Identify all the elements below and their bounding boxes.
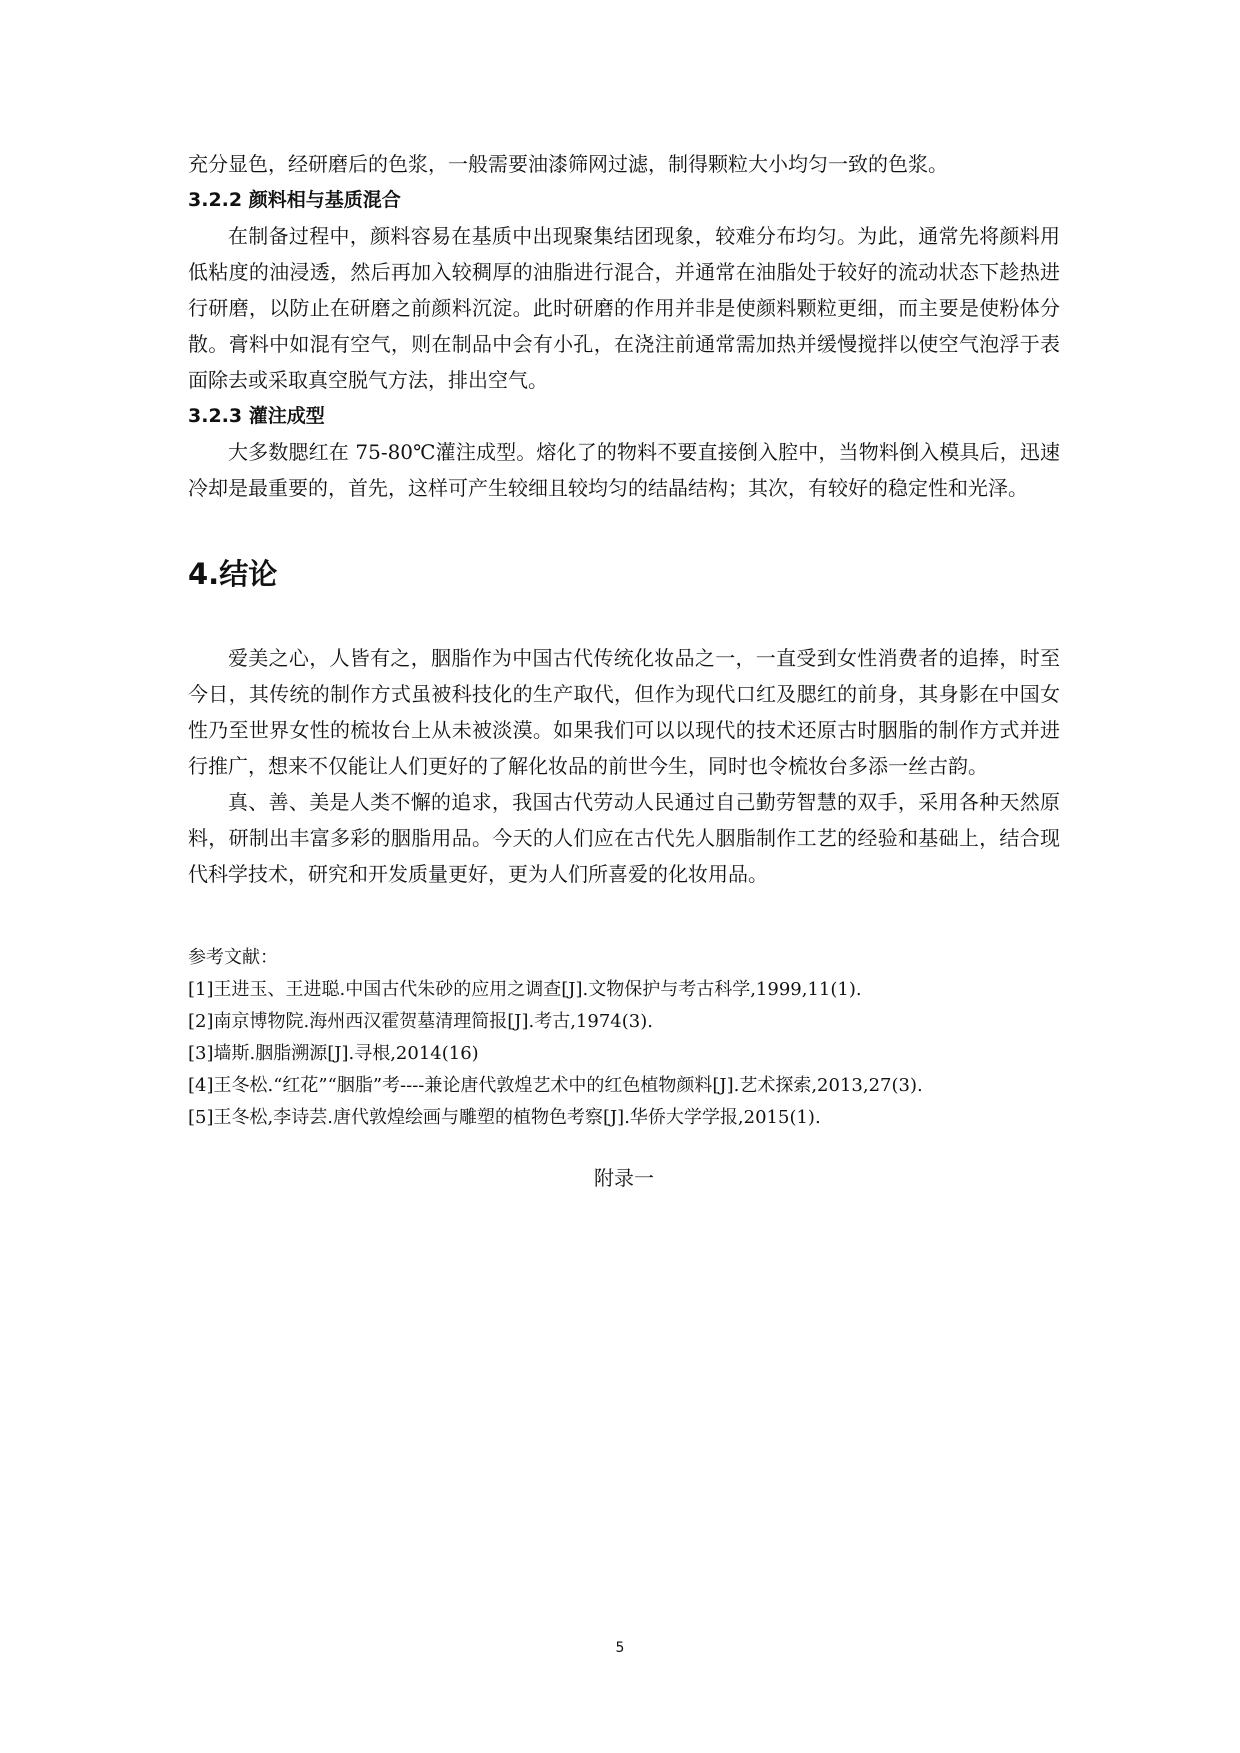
page-number: 5 [615, 1640, 625, 1656]
conclusion-paragraph-1: 爱美之心，人皆有之，胭脂作为中国古代传统化妆品之一，一直受到女性消费者的追捧，时至今日，其传统的制作方式虽被科技化的生产取代，但作为现代口红及腮红的前身，其身影在中国女性乃至世界女性的梳妆台上从未被淡漠。如果我们可以以现代的技术还原古时胭脂的制作方式并进行推广，想来不仅能让人们更好的了解化妆品的前世今生，同时也令梳妆台多添一丝古韵。 [188, 646, 1060, 778]
appendix-label: 附录一 [594, 1166, 654, 1190]
reference-item: [3]墙斯.胭脂溯源[J].寻根,2014(16) [188, 1043, 479, 1064]
page-content [188, 146, 1060, 1196]
reference-item: [4]王冬松.“红花”“胭脂”考----兼论唐代敦煌艺术中的红色植物颜料[J].艺术探索,2013,27(3). [188, 1075, 923, 1096]
subsection-3-2-2-paragraph: 在制备过程中，颜料容易在基质中出现聚集结团现象，较难分布均匀。为此，通常先将颜料用低粘度的油浸透，然后再加入较稠厚的油脂进行混合，并通常在油脂处于较好的流动状态下趁热进行研磨，以防止在研磨之前颜料沉淀。此时研磨的作用并非是使颜料颗粒更细，而主要是使粉体分散。膏料中如混有空气，则在制品中会有小孔，在浇注前通常需加热并缓慢搅拌以使空气泡浮于表面除去或采取真空脱气方法，排出空气。 [188, 224, 1060, 392]
conclusion-paragraph-2: 真、善、美是人类不懈的追求，我国古代劳动人民通过自己勤劳智慧的双手，采用各种天然原料，研制出丰富多彩的胭脂用品。今天的人们应在古代先人胭脂制作工艺的经验和基础上，结合现代科学技术，研究和开发质量更好，更为人们所喜爱的化妆用品。 [188, 790, 1060, 886]
subsection-heading-3-2-2: 3.2.2 颜料相与基质混合 [188, 189, 401, 211]
subsection-3-2-3-paragraph: 大多数腮红在 75-80℃灌注成型。熔化了的物料不要直接倒入腔中，当物料倒入模具后，迅速冷却是最重要的，首先，这样可产生较细且较均匀的结晶结构；其次，有较好的稳定性和光泽。 [188, 440, 1060, 500]
references-title: 参考文献： [188, 947, 278, 968]
reference-item: [1]王进玉、王进聪.中国古代朱砂的应用之调查[J].文物保护与考古科学,1999,11(1). [188, 979, 862, 1000]
subsection-heading-3-2-3: 3.2.3 灌注成型 [188, 405, 325, 427]
section-title-conclusion: 4.结论 [188, 557, 278, 591]
reference-item: [2]南京博物院.海州西汉霍贺墓清理简报[J].考古,1974(3). [188, 1011, 653, 1032]
section-3-intro-paragraph: 充分显色，经研磨后的色浆，一般需要油漆筛网过滤，制得颗粒大小均匀一致的色浆。 [188, 152, 948, 176]
reference-item: [5]王冬松,李诗芸.唐代敦煌绘画与雕塑的植物色考察[J].华侨大学学报,2015(1). [188, 1107, 821, 1128]
references-block [188, 942, 1060, 1134]
